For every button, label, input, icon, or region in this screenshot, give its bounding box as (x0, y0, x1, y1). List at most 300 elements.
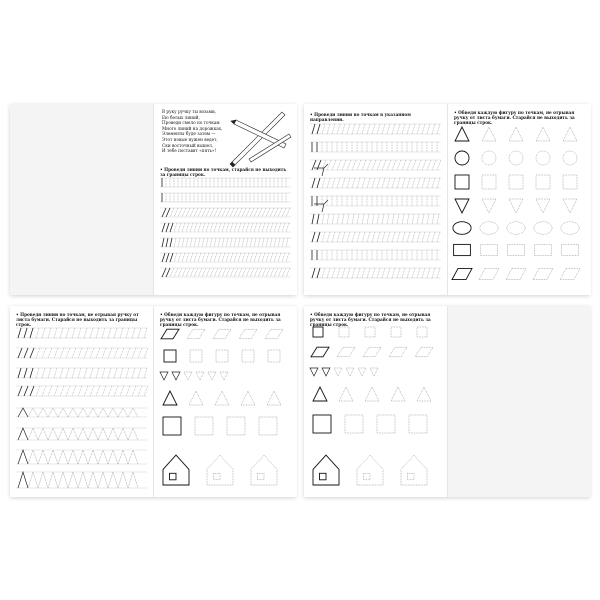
trace-stroke (18, 368, 21, 378)
trace-stroke (170, 208, 174, 217)
trace-stroke (78, 386, 82, 396)
trace-stroke (382, 124, 385, 134)
trace-stroke (238, 268, 242, 277)
trace-stroke (417, 214, 419, 224)
square-shape (345, 415, 363, 433)
trace-stroke (84, 348, 88, 358)
trace-stroke (190, 223, 193, 232)
triangle-shape (482, 127, 496, 141)
trace-stroke (114, 348, 118, 358)
trace-zigzag (88, 408, 98, 417)
trace-stroke (250, 208, 254, 217)
trace-stroke (352, 178, 355, 188)
trace-stroke (206, 253, 209, 262)
trace-stroke (392, 178, 395, 188)
trace-stroke (382, 268, 385, 278)
trace-zigzag (118, 472, 128, 488)
trace-stroke (332, 232, 335, 242)
spread-4 (304, 306, 590, 497)
trace-stroke (422, 214, 424, 224)
square-shape (164, 350, 176, 362)
trace-stroke (126, 368, 129, 378)
trace-stroke (138, 386, 142, 396)
trace-stroke (266, 238, 268, 247)
trace-stroke (392, 268, 395, 278)
trace-stroke (317, 268, 320, 278)
trace-stroke (166, 223, 169, 232)
trace-stroke (60, 368, 63, 378)
trace-stroke (347, 232, 350, 242)
trace-stroke (190, 208, 194, 217)
trace-stroke (327, 232, 330, 242)
trace-stroke (372, 124, 375, 134)
trace-stroke (387, 232, 390, 242)
trace-stroke (198, 223, 201, 232)
trace-stroke (24, 368, 27, 378)
trace-stroke (347, 124, 350, 134)
triangle-shape (509, 127, 523, 141)
trace-stroke (222, 268, 226, 277)
trace-stroke (198, 208, 202, 217)
triangle-shape (370, 368, 378, 376)
trace-stroke (342, 214, 344, 224)
trace-stroke (90, 368, 93, 378)
trace-stroke (30, 368, 33, 378)
trace-stroke (362, 124, 365, 134)
trace-stroke (427, 268, 430, 278)
parallelogram-shape (213, 329, 231, 339)
circle-shape (563, 151, 577, 165)
trace-stroke (382, 214, 384, 224)
trace-stroke (262, 268, 266, 277)
poem-line: Ею белых линий, (162, 114, 200, 120)
trace-stroke (352, 232, 355, 242)
trace-stroke (282, 208, 286, 217)
trace-stroke (412, 268, 415, 278)
instruction-text: • Проведи линии по точкам в указанном направлении. (310, 112, 411, 123)
trace-zigzag (88, 450, 98, 464)
spread-1 (10, 104, 296, 295)
spread-2-right-page (447, 104, 591, 295)
trace-stroke (412, 160, 416, 170)
trace-stroke (402, 268, 405, 278)
trace-stroke (238, 253, 241, 262)
window-shape (320, 473, 327, 480)
trace-stroke (337, 178, 340, 188)
trace-stroke (246, 238, 248, 247)
spread-4-left-page (304, 306, 447, 497)
trace-stroke (78, 328, 81, 338)
trace-stroke (367, 160, 371, 170)
trace-stroke (397, 214, 399, 224)
trace-stroke (72, 348, 76, 358)
trace-stroke (258, 223, 261, 232)
blank-page (10, 104, 153, 295)
trace-stroke (258, 268, 262, 277)
poem-line: Проведи смело по точкам (162, 120, 220, 126)
trace-stroke (250, 253, 253, 262)
trace-zigzag (18, 450, 28, 464)
trace-stroke (42, 348, 46, 358)
trace-stroke (357, 124, 360, 134)
trace-stroke (210, 253, 213, 262)
trace-stroke (36, 348, 40, 358)
triangle-shape (536, 127, 550, 141)
trace-stroke (274, 238, 276, 247)
trace-stroke (274, 208, 278, 217)
trace-stroke (182, 223, 185, 232)
trace-stroke (162, 268, 166, 277)
trace-stroke (120, 386, 124, 396)
triangle-shape (334, 368, 342, 376)
trace-stroke (126, 348, 130, 358)
trace-stroke (42, 328, 45, 338)
trace-stroke (377, 214, 379, 224)
spread-1-drawing (154, 104, 297, 295)
trace-stroke (190, 268, 194, 277)
parallelogram-shape (389, 347, 407, 357)
trace-zigzag (108, 450, 118, 464)
trace-stroke (266, 253, 269, 262)
poem-line: Cки восточный вышел, (162, 142, 214, 148)
trace-stroke (174, 238, 176, 247)
trace-stroke (102, 348, 106, 358)
trace-stroke (186, 238, 188, 247)
trace-stroke (262, 223, 265, 232)
trace-zigzag (108, 472, 118, 488)
trace-stroke (66, 328, 69, 338)
trace-stroke (392, 160, 396, 170)
trace-stroke (312, 214, 314, 224)
trace-stroke (362, 214, 364, 224)
trace-stroke (367, 268, 370, 278)
parallelogram-shape (311, 347, 329, 357)
instruction-text: • Обведи каждую фигуру по точкам, не отрывая ручку от листа бумаги. Старайся не выходить за границы строк. (160, 312, 281, 328)
trace-stroke (226, 253, 229, 262)
trace-stroke (246, 268, 250, 277)
trace-stroke (222, 223, 225, 232)
trace-stroke (246, 253, 249, 262)
trace-stroke (132, 386, 136, 396)
trace-stroke (437, 178, 440, 188)
trace-stroke (210, 223, 213, 232)
trace-stroke (84, 328, 87, 338)
trace-stroke (194, 208, 198, 217)
trace-stroke (238, 208, 242, 217)
circle-shape (536, 151, 550, 165)
trace-stroke (422, 124, 425, 134)
trace-stroke (250, 223, 253, 232)
parallelogram-shape (560, 268, 580, 279)
pen-icon (230, 112, 291, 167)
trace-stroke (60, 348, 64, 358)
blank-page (447, 306, 591, 497)
triangle-shape (391, 387, 405, 401)
trace-stroke (226, 208, 230, 217)
spread-2-right-drawing (448, 104, 591, 295)
trace-stroke (190, 238, 192, 247)
trace-stroke (352, 160, 356, 170)
trace-stroke (30, 348, 34, 358)
trace-stroke (282, 268, 286, 277)
trace-stroke (392, 124, 395, 134)
trace-stroke (347, 178, 350, 188)
trace-stroke (317, 232, 320, 242)
trace-stroke (377, 160, 381, 170)
trace-stroke (397, 178, 400, 188)
trace-stroke (362, 178, 365, 188)
trace-stroke (286, 238, 288, 247)
parallelogram-shape (479, 268, 499, 279)
trace-stroke (170, 223, 173, 232)
triangle-shape (322, 368, 330, 376)
trace-stroke (214, 223, 217, 232)
oval-shape (453, 222, 471, 235)
trace-stroke (30, 328, 33, 338)
triangle-shape (160, 372, 168, 380)
trace-stroke (412, 214, 414, 224)
trace-stroke (84, 386, 88, 396)
trace-zigzag (98, 472, 108, 488)
square-shape (227, 417, 245, 435)
trace-stroke (362, 160, 366, 170)
trace-zigzag (88, 428, 98, 440)
parallelogram-shape (533, 268, 553, 279)
trace-stroke (120, 348, 124, 358)
trace-stroke (327, 124, 330, 134)
trace-stroke (246, 208, 250, 217)
trace-stroke (382, 178, 385, 188)
trace-stroke (250, 238, 252, 247)
square-shape (563, 175, 577, 189)
trace-stroke (407, 178, 410, 188)
instruction-text: • Проведи линии по точкам, старайся не выходить за границы строк. (160, 167, 287, 178)
spread-3-left-drawing (10, 306, 153, 497)
triangle-shape (267, 391, 281, 405)
trace-stroke (282, 223, 285, 232)
trace-stroke (266, 223, 269, 232)
trace-stroke (182, 238, 184, 247)
trace-stroke (437, 268, 440, 278)
trace-zigzag (48, 450, 58, 464)
triangle-shape (172, 372, 180, 380)
instruction-text: • Проведи линии по точкам, не отрывая ручку от листа бумаги. Старайся не выходить за границы строк. (16, 312, 139, 328)
trace-stroke (402, 178, 405, 188)
trace-stroke (48, 386, 52, 396)
square-shape (313, 415, 331, 433)
trace-stroke (120, 368, 123, 378)
square-shape (163, 417, 181, 435)
oval-shape (534, 222, 552, 235)
trace-zigzag (18, 408, 28, 417)
trace-stroke (36, 386, 40, 396)
trace-stroke (367, 232, 370, 242)
trace-stroke (372, 214, 374, 224)
trace-stroke (278, 268, 282, 277)
trace-stroke (194, 238, 196, 247)
trace-stroke (312, 268, 315, 278)
trace-stroke (337, 160, 341, 170)
trace-stroke (138, 368, 141, 378)
triangle-shape (163, 391, 177, 405)
trace-stroke (54, 328, 57, 338)
trace-stroke (254, 268, 258, 277)
trace-stroke (54, 348, 58, 358)
trace-stroke (327, 268, 330, 278)
trace-stroke (262, 253, 265, 262)
trace-stroke (387, 268, 390, 278)
trace-stroke (108, 328, 111, 338)
trace-stroke (402, 160, 406, 170)
trace-stroke (372, 232, 375, 242)
trace-stroke (42, 386, 46, 396)
trace-zigzag (128, 450, 138, 464)
trace-stroke (317, 178, 320, 188)
trace-stroke (317, 214, 319, 224)
trace-stroke (246, 223, 249, 232)
trace-stroke (202, 253, 205, 262)
trace-stroke (407, 214, 409, 224)
trace-stroke (427, 124, 430, 134)
trace-zigzag (68, 472, 78, 488)
square-shape (409, 415, 427, 433)
instruction-text: • Обведи каждую фигуру по точкам, не отрывая ручку от листа бумаги. Старайся не выходить за границы строк. (310, 312, 431, 328)
trace-stroke (372, 268, 375, 278)
trace-stroke (210, 208, 214, 217)
trace-stroke (206, 268, 210, 277)
triangle-shape (365, 387, 379, 401)
trace-stroke (186, 223, 189, 232)
trace-stroke (317, 124, 320, 134)
trace-stroke (337, 214, 339, 224)
trace-stroke (218, 223, 221, 232)
trace-stroke (166, 268, 170, 277)
square-shape (455, 175, 469, 189)
trace-stroke (282, 253, 285, 262)
trace-zigzag (68, 428, 78, 440)
trace-stroke (312, 124, 315, 134)
trace-stroke (218, 268, 222, 277)
trace-stroke (286, 208, 290, 217)
trace-stroke (337, 124, 340, 134)
trace-stroke (417, 232, 420, 242)
trace-stroke (186, 208, 190, 217)
trace-stroke (102, 386, 106, 396)
trace-zigzag (68, 450, 78, 464)
trace-zigzag (128, 428, 138, 440)
trace-stroke (114, 386, 118, 396)
trace-zigzag (28, 472, 38, 488)
trace-stroke (432, 124, 435, 134)
trace-zigzag (48, 472, 58, 488)
trace-stroke (432, 232, 435, 242)
trace-stroke (194, 223, 197, 232)
trace-stroke (96, 386, 100, 396)
trace-zigzag (98, 408, 108, 417)
trace-stroke (218, 253, 221, 262)
trace-stroke (254, 238, 256, 247)
trace-stroke (78, 348, 82, 358)
poem-line: Элементы буде затем — (162, 131, 216, 137)
trace-stroke (18, 328, 21, 338)
trace-zigzag (48, 428, 58, 440)
trace-stroke (230, 253, 233, 262)
rectangle-shape (481, 244, 498, 255)
trace-stroke (178, 253, 181, 262)
trace-stroke (96, 368, 99, 378)
trace-stroke (214, 238, 216, 247)
square-shape (268, 350, 280, 362)
trace-stroke (18, 386, 22, 396)
trace-stroke (218, 208, 222, 217)
trace-stroke (108, 348, 112, 358)
trace-zigzag (78, 450, 88, 464)
trace-stroke (214, 253, 217, 262)
trace-stroke (357, 232, 360, 242)
parallelogram-shape (161, 329, 179, 339)
trace-stroke (286, 268, 290, 277)
trace-stroke (24, 328, 27, 338)
trace-stroke (377, 232, 380, 242)
triangle-shape (482, 199, 496, 213)
trace-stroke (144, 386, 148, 396)
parallelogram-shape (415, 347, 433, 357)
trace-stroke (198, 268, 202, 277)
rectangle-shape (508, 244, 525, 255)
trace-stroke (322, 178, 325, 188)
trace-stroke (357, 268, 360, 278)
triangle-shape (509, 199, 523, 213)
trace-stroke (347, 214, 349, 224)
trace-stroke (397, 160, 401, 170)
trace-stroke (210, 268, 214, 277)
spread-2-left-page (304, 104, 447, 295)
trace-stroke (270, 208, 274, 217)
trace-zigzag (78, 408, 88, 417)
trace-stroke (24, 386, 28, 396)
trace-stroke (90, 328, 93, 338)
trace-stroke (382, 232, 385, 242)
trace-stroke (166, 208, 170, 217)
trace-stroke (367, 214, 369, 224)
trace-stroke (270, 223, 273, 232)
trace-stroke (377, 268, 380, 278)
trace-stroke (226, 238, 228, 247)
trace-stroke (214, 208, 218, 217)
trace-stroke (48, 328, 51, 338)
trace-stroke (332, 214, 334, 224)
trace-zigzag (28, 428, 38, 440)
trace-stroke (102, 328, 105, 338)
trace-stroke (174, 223, 177, 232)
trace-stroke (412, 232, 415, 242)
trace-zigzag (28, 408, 38, 417)
trace-stroke (258, 208, 262, 217)
trace-stroke (412, 124, 415, 134)
trace-stroke (170, 238, 172, 247)
trace-stroke (36, 328, 39, 338)
trace-stroke (332, 160, 336, 170)
trace-stroke (407, 268, 410, 278)
trace-stroke (214, 268, 218, 277)
trace-stroke (337, 268, 340, 278)
trace-stroke (392, 232, 395, 242)
trace-zigzag (68, 408, 78, 417)
trace-stroke (174, 208, 178, 217)
square-shape (190, 350, 202, 362)
trace-stroke (234, 208, 238, 217)
parallelogram-shape (337, 347, 355, 357)
